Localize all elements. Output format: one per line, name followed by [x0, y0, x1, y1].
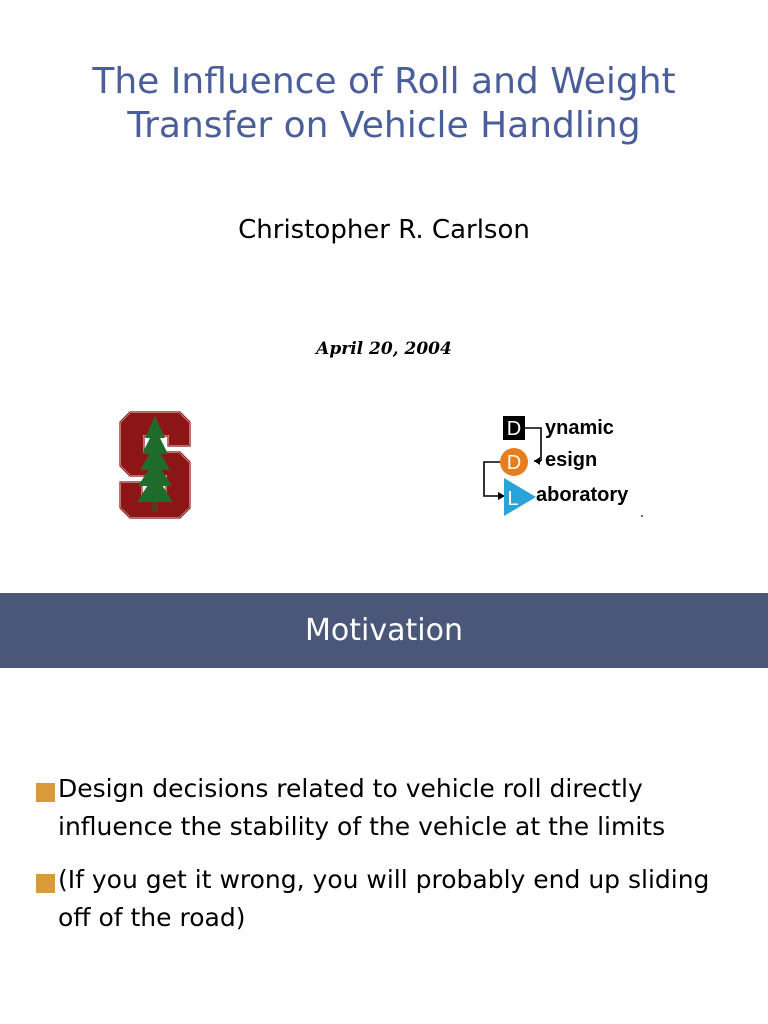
- svg-text:D: D: [506, 418, 522, 440]
- section-title: Motivation: [305, 613, 463, 648]
- bullet-text: (If you get it wrong, you will probably end up sliding off of the road): [58, 865, 710, 932]
- stanford-logo-icon: [118, 410, 192, 520]
- author-name: Christopher R. Carlson: [238, 215, 530, 245]
- ddl-word-laboratory: aboratory: [536, 484, 629, 506]
- title-line-2: Transfer on Vehicle Handling: [127, 105, 641, 146]
- list-item: [36, 770, 746, 846]
- square-bullet-icon: [36, 783, 55, 802]
- section-header: [0, 593, 768, 668]
- bullet-list: [36, 770, 746, 952]
- bullet-text: Design decisions related to vehicle roll directly influence the stability of the vehicle at the limits: [58, 774, 666, 841]
- dynamic-design-laboratory-logo-icon: [478, 410, 648, 522]
- slide-title: [0, 60, 768, 148]
- list-item: [36, 861, 746, 937]
- title-line-1: The Influence of Roll and Weight: [92, 61, 676, 102]
- square-bullet-icon: [36, 874, 55, 893]
- presentation-date: April 20, 2004: [316, 339, 452, 359]
- ddl-word-dynamic: ynamic: [545, 417, 614, 439]
- svg-text:D: D: [506, 452, 522, 474]
- svg-text:L: L: [507, 488, 519, 510]
- ddl-word-design: esign: [545, 449, 598, 471]
